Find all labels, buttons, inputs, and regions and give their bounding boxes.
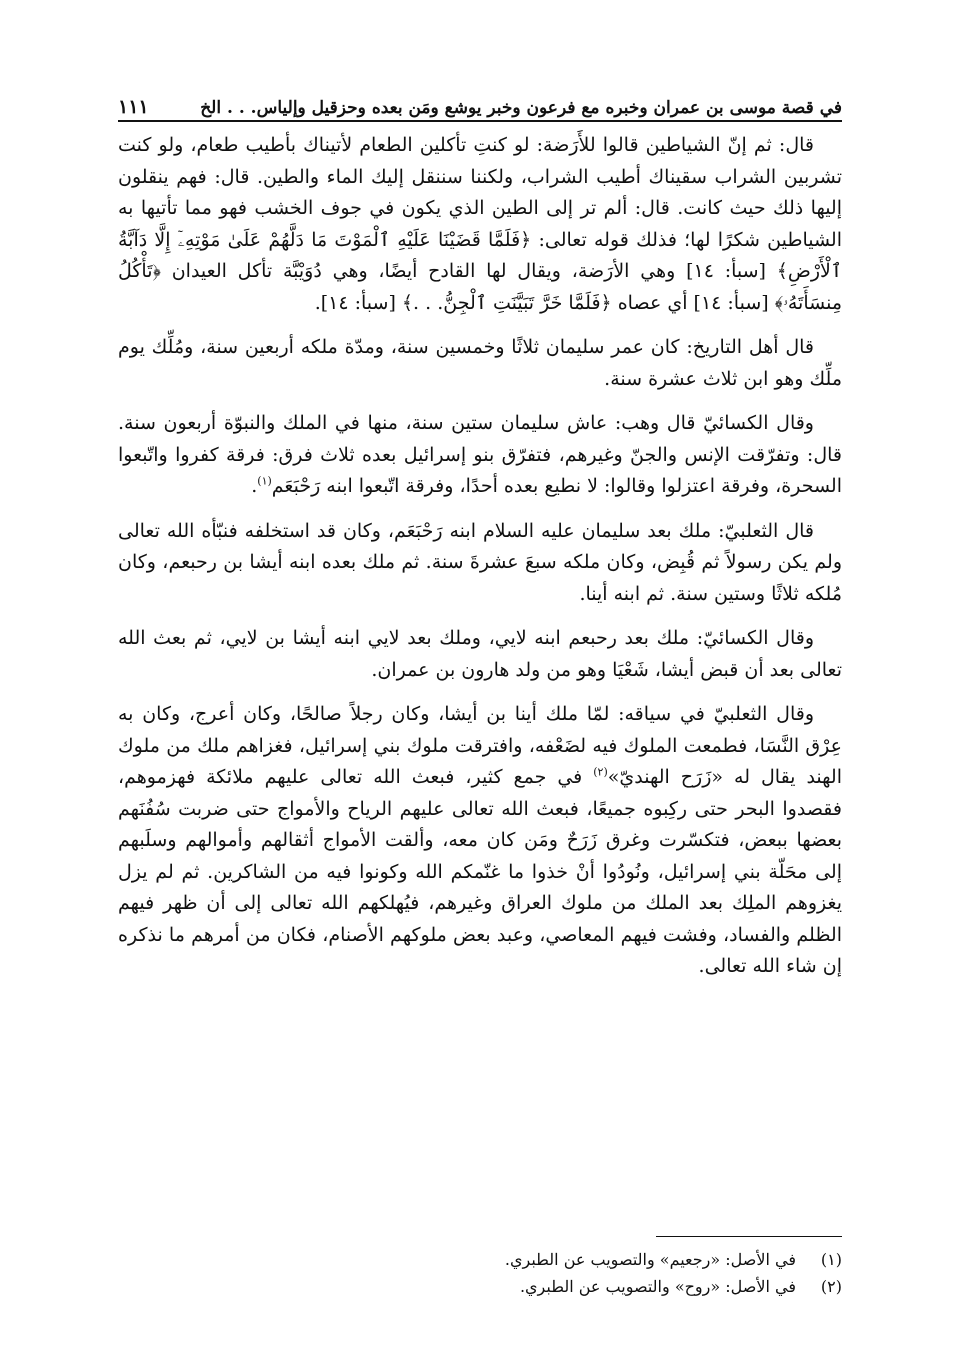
running-head: [118, 86, 842, 118]
footnote: [118, 1246, 842, 1273]
paragraph-text: وقال الثعلبيّ في سياقه: لمّا ملك أينا بن أيشا، وكان رجلاً صالحًا، وكان أعرج، وكان به عِرْق النَّسَا، فطمعت الملوك فيه لضَعْفه، وافترقت ملوك بني إسرائيل، فغزاهم ملك من ملوك الهند يقال له «زَرَح الهنديّ»: [118, 703, 842, 788]
header-rule: [118, 120, 842, 122]
footnote-number: (٢): [820, 1277, 842, 1296]
quran-quote: ﴿فَلَمَّا قَضَيْنَا عَلَيْهِ ٱلْمَوْتَ مَا دَلَّهُمْ عَلَىٰ مَوْتِهِۦٓ إِلَّا دَآبَّةُ ٱلْأَرْضِ﴾: [118, 228, 843, 282]
paragraph-text: قال الثعلبيّ: ملك بعد سليمان عليه السلام ابنه رَحْبَعَم، وكان قد استخلفه فنبّأه الله تعالى ولم يكن رسولاً ثم قُبِض، وكان ملكه سبعَ عشرةَ سنة. ثم ملك بعده ابنه أيشا بن رحبعم، وكان مُلكه ثلاثًا وستين سنة. ثم ابنه أينا.: [118, 519, 842, 605]
paragraph-history: [118, 332, 842, 395]
verse-reference: [سبأ: ١٤].: [314, 291, 396, 314]
footnote-number: (١): [820, 1250, 842, 1269]
footnotes: [118, 1246, 842, 1300]
quran-quote: ﴿فَلَمَّا خَرَّ تَبَيَّنَتِ ٱلْجِنُّ. . .﴾: [401, 291, 612, 314]
verse-reference: [سبأ: ١٤]: [693, 291, 769, 314]
footnote-text: في الأصل: «رجعيم» والتصويب عن الطبري.: [504, 1250, 796, 1269]
paragraph-thalabi: [118, 516, 842, 611]
footnote-text: في الأصل: «روح» والتصويب عن الطبري.: [519, 1277, 796, 1296]
paragraph-text: وهي الأرَضة، ويقال لها القادح أيضًا، وهي دُوَيْبَّة تأكل العيدان: [160, 260, 687, 282]
paragraph-termite-story: [118, 130, 842, 319]
paragraph-text: في جمع كثير، فبعث الله تعالى عليهم ملائكة فهزموهم، فقصدوا البحر حتى ركِبوه جميعًا، فبعث الله تعالى عليهم الرياح والأمواج حتى ضربت سُفُنَهم بعضها ببعض، فتكسّرت وغرق زَرَحٌ ومَن كان معه، وألقت الأمواج أثقالهم وأموالهم وسلَبهم إلى محَلّة بني إسرائيل، ونُودُوا أنْ خذوا ما غنّمكم الله وكونوا فيه من الشاكرين. ثم لم يزل يغزوهم الملِك بعد الملك من ملوك العراق وغيرهم، فيُهلكهم الله تعالى إلى أن ظهر فيهم الظلم والفساد، وفشت فيهم المعاصي، وعبد بعض ملوكهم الأصنام، فكان من أمرهم ما نذكره إن شاء الله تعالى.: [118, 766, 842, 977]
footnote-rule: [656, 1236, 842, 1237]
paragraph-text: وقال الكسائيّ قال وهب: عاش سليمان ستين سنة، منها في الملك والنبوّة أربعون سنة. قال: وتفرّقت الإنس والجنّ وغيرهم، فتفرّق بنو إسرائيل بعده ثلاث فرق: فرقة كفروا واتّبعوا السحرة، وفرقة اعتزلوا وقالوا: لا نطيع بعده أحدًا، وفرقة اتّبعوا ابنه رَحْبَعَم: [118, 412, 842, 497]
quran-quote: ﴿تَأْكُلُ مِنسَأَتَهُۥ﴾: [118, 260, 842, 314]
paragraph-kisai: [118, 623, 842, 686]
footnote-marker[interactable]: (٢): [593, 765, 608, 779]
paragraph-kisai-wahb: [118, 408, 842, 503]
paragraph-text: قال: ثم إنّ الشياطين قالوا للأَرَضة: لو كنتِ تأكلين الطعام لأتيناك بأطيب طعام، ولو كنت تشربين الشراب سقيناك أطيب الشراب، ولكننا سننقل إليك الماء والطين. قال: فهم ينقلون إليها ذلك حيث كانت. قال: ألم تر إلى الطين الذي يكون في جوف الخشب فهو مما تأتيها به الشياطين شكرًا لها؛ فذلك قوله تعالى:: [118, 134, 842, 251]
paragraph-text: قال أهل التاريخ: كان عمر سليمان ثلاثًا وخمسين سنة، ومدّة ملكه أربعين سنة، ومُلِّك يوم ملِّك وهو ابن ثلاث عشرة سنة.: [118, 336, 842, 390]
main-text: [118, 130, 842, 983]
paragraph-thalabi-context: [118, 699, 842, 983]
page-number: ١١١: [118, 96, 149, 118]
paragraph-text: أي عصاه: [611, 291, 694, 314]
running-head-title: في قصة موسى بن عمران وخبره مع فرعون وخبر يوشع ومَن بعده وحزقيل وإلياس. . . الخ: [200, 98, 842, 118]
paragraph-text: وقال الكسائيّ: ملك بعد رحبعم ابنه لايي، وملك بعد لايي ابنه أيشا بن لايي، ثم بعث الله تعالى بعد أن قبض أيشا، شَعْيَا وهو من ولد هارون بن عمران.: [118, 627, 842, 681]
footnote: [118, 1273, 842, 1300]
paragraph-text: .: [251, 475, 258, 497]
footnote-marker[interactable]: (١): [257, 474, 272, 488]
verse-reference: [سبأ: ١٤]: [686, 260, 766, 282]
